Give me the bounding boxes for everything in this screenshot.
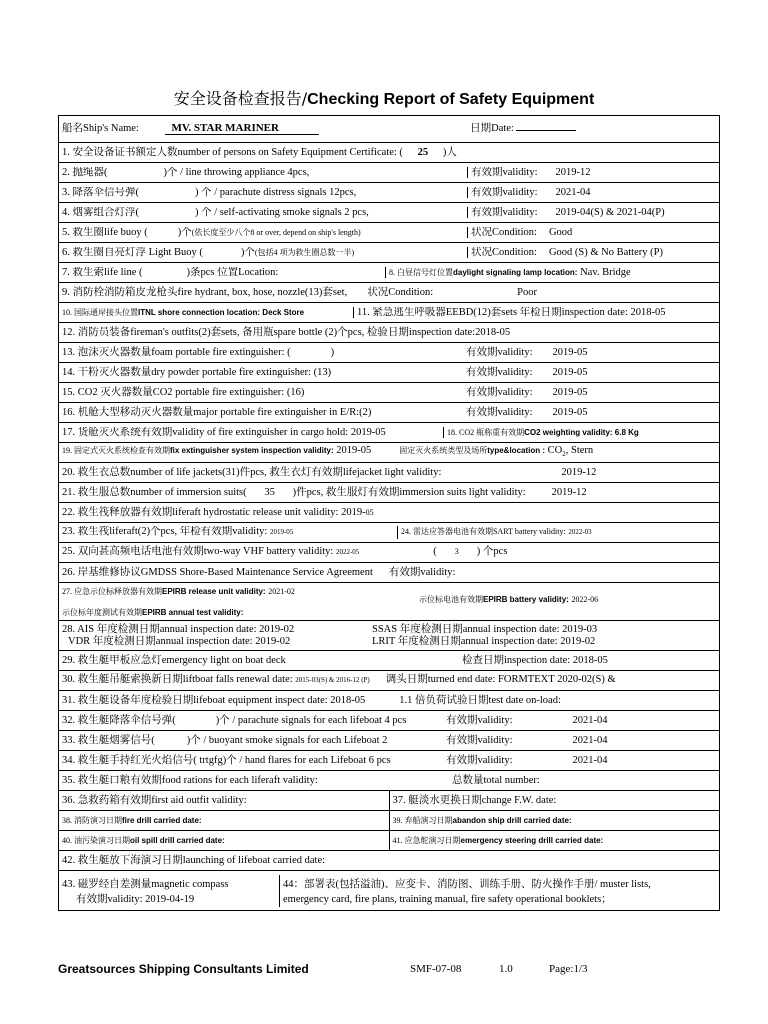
row-12-label-a: 12. 消防员装备fireman's outfits( (62, 326, 202, 338)
row-13 (59, 343, 720, 363)
row-4-label-b: ) 个 / self-activating smoke signals 2 pcs, (195, 206, 369, 218)
row-34-validity[interactable]: 2021-04 (572, 754, 608, 766)
row-3-label-b: ) 个 / parachute distress signals 12pcs, (195, 186, 357, 198)
row-12-label-b: )套sets, 备用瓶spare bottle ( (207, 326, 329, 338)
row-10-label: 10. 国际通岸接头位置 (62, 307, 138, 317)
row-34-qty[interactable]: trtgfg (199, 754, 223, 766)
row-3-validity[interactable]: 2021-04 (555, 186, 591, 198)
row-8-location[interactable]: Nav. Bridge (580, 266, 631, 278)
row-5-condition-label: 状况Condition: (471, 226, 537, 238)
row-17-label: 17. 货舱灭火系统有效期validity of fire extinguisher in cargo hold: (62, 426, 349, 438)
row-43-label: 43. 磁罗经自差测量magnetic compass (62, 878, 229, 890)
row-29-date-label: 检查日期inspection date: (462, 654, 571, 666)
row-42 (59, 851, 720, 871)
ship-name-label: 船名Ship's Name: (62, 122, 139, 134)
row-22-label: 22. 救生筏释放器有效期liferaft hydrostatic release unit validity: (62, 506, 339, 518)
row-19-type-label: 固定灭火系统类型及场所 (399, 445, 488, 455)
row-4-label-a: 4. 烟雾组合灯浮( (62, 206, 139, 218)
row-12 (59, 323, 720, 343)
row-34-validity-label: 有效期validity: (446, 754, 513, 766)
row-33-validity-label: 有效期validity: (446, 734, 513, 746)
row-26 (59, 563, 720, 583)
row-2-label-b: )个 / line throwing appliance 4pcs, (163, 166, 310, 178)
row-34 (59, 751, 720, 771)
row-29-label: 29. 救生艇甲板应急灯emergency light on boat deck (62, 654, 286, 666)
row-28-ais-date[interactable]: 2019-02 (259, 624, 295, 635)
equipment-form-table (58, 115, 720, 911)
row-5-label-b: )个 (177, 226, 192, 238)
row-27-test-label-en: EPIRB annual test validity: (142, 608, 244, 617)
header-row (59, 116, 720, 143)
row-28-ais-label: 28. AIS 年度检测日期annual inspection date: (62, 624, 257, 635)
row-16 (59, 403, 720, 423)
row-10 (59, 303, 720, 323)
row-15-label-a: 15. CO2 灭火器数量CO2 portable fire extinguisher: ( (62, 386, 291, 398)
row-25-label: 25. 双向甚高频电话电池有效期two-way VHF battery validity: (62, 546, 334, 558)
row-28-lrit-date[interactable]: 2019-02 (560, 635, 596, 647)
row-7-label-b: )条pcs 位置Location: (186, 266, 279, 278)
row-15 (59, 383, 720, 403)
row-2-validity[interactable]: 2019-12 (555, 166, 591, 178)
row-31-load-test-label: 1.1 倍负荷试验日期test date on-load: (399, 694, 561, 706)
row-37-label: 37. 艇淡水更换日期change F.W. date: (392, 794, 557, 806)
row-40 (59, 831, 720, 851)
row-20-label-b: )件pcs, 救生衣灯有效期lifejacket light validity: (236, 466, 442, 478)
row-43 (59, 871, 720, 911)
row-35 (59, 771, 720, 791)
row-14-label-a: 14. 干粉灭火器数量dry powder portable fire extinguisher: ( (62, 366, 318, 378)
row-33-label-b: )个 / buoyant smoke signals for each Lifeboat 2 (186, 734, 388, 746)
row-11-label-b: )套sets 年检日期inspection date: 2018-05 (487, 306, 666, 318)
row-19-label: 19. 固定式灭火系统检查有效期 (62, 445, 170, 455)
row-15-label-b: ) (300, 386, 305, 398)
row-30-label: 30. 救生艇吊艇索换新日期liftboat falls renewal date: (62, 674, 293, 686)
row-13-validity-label: 有效期validity: (466, 346, 533, 358)
footer (58, 962, 720, 980)
row-35-total-label: 总数量total number: (452, 774, 540, 786)
row-19-type-location[interactable]: , Stern (565, 444, 594, 456)
footer-doc-code: SMF-07-08 (410, 963, 462, 975)
row-15-qty[interactable]: 16 (290, 386, 301, 398)
row-16-label-b: ) (367, 406, 372, 418)
row-28-lrit-label: LRIT 年度检测日期annual inspection date: (372, 635, 558, 647)
row-41-label: 41. 应急舵演习日期 (392, 835, 461, 845)
ship-name-value[interactable]: MV. STAR MARINER (165, 123, 319, 136)
row-27-battery-label-en: EPIRB battery validity: (483, 595, 569, 604)
row-21-qty[interactable]: 35 (264, 486, 275, 498)
row-14 (59, 363, 720, 383)
row-9-label-b: )套set, (318, 286, 348, 298)
footer-page-number: Page:1/3 (549, 963, 588, 975)
row-15-validity[interactable]: 2019-05 (552, 386, 588, 398)
row-1-tail: )人 (442, 146, 457, 158)
row-5-label-a: 5. 救生圈life buoy ( (62, 226, 148, 238)
row-7 (59, 263, 720, 283)
date-label: 日期Date: (470, 122, 514, 134)
row-9-label-a: 9. 消防栓消防箱皮龙枪头fire hydrant, box, hose, nozzle( (62, 286, 309, 298)
row-3-label-a: 3. 降落伞信号弹( (62, 186, 139, 198)
row-19-type-sub: 2 (562, 449, 566, 458)
row-26-label: 26. 岸基维修协议GMDSS Shore-Based Maintenance Service Agreement (62, 566, 373, 578)
row-36 (59, 791, 720, 811)
row-44-label: 44：部署表(包括溢油)、应变卡、消防图、训练手册、防火操作手册/ muster lists, (283, 878, 651, 890)
row-19-validity[interactable]: 2019-05 (336, 444, 372, 456)
row-8-label-en: daylight signaling lamp location: (453, 267, 578, 277)
row-26-validity-label: 有效期validity: (388, 566, 456, 578)
row-34-label-a: 34. 救生艇手持红光火焰信号( (62, 754, 197, 766)
row-20-qty[interactable]: 31 (225, 466, 237, 478)
row-36-label: 36. 急救药箱有效期first aid outfit validity: (62, 794, 247, 806)
row-25-paren: ( (433, 546, 437, 558)
row-39-label: 39. 弃船演习日期 (392, 815, 453, 825)
row-29-date[interactable]: 2018-05 (572, 654, 608, 666)
row-28-vdr-label: VDR 年度检测日期annual inspection date: (68, 635, 253, 647)
row-9-condition-label: 状况Condition: (367, 286, 434, 298)
row-31-label: 31. 救生艇设备年度检验日期lifeboat equipment inspect date: (62, 694, 328, 706)
row-8-label: 8. 白昼信号灯位置 (389, 267, 453, 277)
row-16-qty[interactable]: 2 (362, 406, 368, 418)
row-24-label: 24. 雷达应答器电池有效期SART battery validity: (401, 527, 566, 537)
row-14-qty[interactable]: 13 (317, 366, 328, 378)
row-31 (59, 691, 720, 711)
row-1-text: 1. 安全设备证书额定人数number of persons on Safety Equipment Certificate: ( (62, 146, 403, 158)
row-41-label-en: emergency steering drill carried date: (460, 835, 604, 845)
row-33 (59, 731, 720, 751)
row-30-formtext[interactable]: FORMTEXT (498, 674, 555, 686)
row-28-ssas-date[interactable]: 2019-03 (562, 624, 598, 635)
row-4 (59, 203, 720, 223)
row-20-label-a: 20. 救生衣总数number of life jackets( (62, 466, 226, 478)
row-33-validity[interactable]: 2021-04 (572, 734, 608, 746)
row-13-label-a: 13. 泡沫灭火器数量foam portable fire extinguisher: ( (62, 346, 291, 358)
row-30 (59, 671, 720, 691)
row-34-label-b: )个 / hand flares for each Lifeboat 6 pcs (222, 754, 391, 766)
row-40-label-en: oil spill drill carried date: (130, 835, 225, 845)
row-22-validity[interactable]: 2019- (341, 506, 366, 518)
row-10-location[interactable]: ITNL shore connection location: Deck Store (138, 307, 305, 317)
row-23-label-a: 23. 救生筏liferaft( (62, 526, 142, 538)
row-21-label-b: )件pcs, 救生服灯有效期immersion suits light validity: (292, 486, 526, 498)
row-27-validity[interactable]: 2021-02 (268, 587, 295, 596)
row-32-validity-label: 有效期validity: (446, 714, 513, 726)
row-29 (59, 651, 720, 671)
row-38-label-en: fire drill carried date: (122, 815, 202, 825)
row-27-test-label: 示位标年度测试有效期 (62, 608, 142, 617)
row-5 (59, 223, 720, 243)
row-35-label: 35. 救生艇口粮有效期food rations for each liferaft validity: (62, 774, 318, 786)
row-9-condition[interactable]: Poor (517, 286, 537, 298)
row-13-label-b: ) (330, 346, 335, 358)
row-19-type-co[interactable]: CO (547, 444, 563, 456)
row-43-validity[interactable]: 有效期validity: 2019-04-19 (76, 893, 195, 905)
row-31-date[interactable]: 2018-05 (330, 694, 366, 706)
row-4-validity-label: 有效期validity: (471, 206, 538, 218)
row-14-label-b: ) (327, 366, 332, 378)
row-16-validity[interactable]: 2019-05 (552, 406, 588, 418)
row-20-validity[interactable]: 2019-12 (561, 466, 597, 478)
row-25 (59, 543, 720, 563)
row-5-condition[interactable]: Good (548, 226, 573, 238)
row-22-validity-month[interactable]: 05 (365, 507, 374, 517)
row-23-qty[interactable]: 2 (141, 526, 147, 538)
row-6-label-b: )个 (240, 246, 255, 258)
row-6 (59, 243, 720, 263)
date-field[interactable] (516, 130, 576, 131)
row-23 (59, 523, 720, 543)
row-23-label-b: )个pcs, 年检有效期validity: (146, 526, 268, 538)
row-28 (59, 621, 720, 651)
row-6-condition-label: 状况Condition: (471, 246, 537, 258)
row-2 (59, 163, 720, 183)
row-4-validity[interactable]: 2019-04(S) & 2021-04(P) (555, 206, 665, 218)
row-3-validity-label: 有效期validity: (471, 186, 538, 198)
row-21-label-a: 21. 救生服总数number of immersion suits( (62, 486, 247, 498)
row-20 (59, 463, 720, 483)
row-25-validity[interactable]: 2022-05 (335, 548, 360, 557)
row-32 (59, 711, 720, 731)
row-19 (59, 443, 720, 463)
row-17-validity[interactable]: 2019-05 (350, 426, 386, 438)
row-12-spare-qty[interactable]: 2 (328, 326, 334, 338)
row-18-label: 18. CO2 瓶称重有效期 (447, 427, 525, 437)
row-39-label-en: abandon ship drill carried date: (452, 815, 572, 825)
row-38 (59, 811, 720, 831)
row-21 (59, 483, 720, 503)
row-27-label: 27. 应急示位标释放器有效期 (62, 587, 162, 596)
row-38-label: 38. 消防演习日期 (62, 815, 122, 825)
row-30-turned-label: 调头日期turned end date: (385, 674, 496, 686)
row-24-validity[interactable]: 2022-03 (568, 528, 592, 537)
row-1 (59, 143, 720, 163)
row-14-validity-label: 有效期validity: (466, 366, 533, 378)
footer-company: Greatsources Shipping Consultants Limited (58, 962, 309, 976)
row-27-label-en: EPIRB release unit validity: (162, 587, 266, 596)
row-11-label-a: 11. 紧急逃生呼吸器EEBD( (357, 306, 477, 318)
row-9-qty[interactable]: 13 (308, 286, 319, 298)
row-28-ssas-label: SSAS 年度检测日期annual inspection date: (372, 624, 560, 635)
row-27-battery-validity[interactable]: 2022-06 (571, 595, 599, 604)
row-32-label-b: )个 / parachute signals for each lifeboat 4 pcs (215, 714, 407, 726)
row-18-validity[interactable]: CO2 weighting validity: 6.8 Kg (524, 427, 639, 437)
row-22 (59, 503, 720, 523)
row-28-vdr-date[interactable]: 2019-02 (255, 635, 291, 647)
row-3 (59, 183, 720, 203)
row-40-label: 40. 油污染演习日期 (62, 835, 130, 845)
row-2-label-a: 2. 抛绳器( (62, 166, 108, 178)
row-12-qty[interactable]: 2 (201, 326, 208, 338)
row-9 (59, 283, 720, 303)
row-17 (59, 423, 720, 443)
row-1-persons[interactable]: 25 (417, 146, 429, 158)
row-2-validity-label: 有效期validity: (471, 166, 538, 178)
row-6-condition[interactable]: Good (S) & No Battery (P) (548, 246, 663, 258)
row-42-label: 42. 救生艇放下海演习日期launching of lifeboat carried date: (62, 854, 326, 866)
row-27-battery-label: 示位标电池有效期 (419, 595, 483, 604)
row-6-label-a: 6. 救生圈自亮灯浮 Light Buoy ( (62, 246, 203, 258)
row-19-type-label-en: type&location : (487, 445, 546, 455)
row-32-validity[interactable]: 2021-04 (572, 714, 608, 726)
row-25-unit: ) 个pcs (476, 546, 508, 558)
row-33-label-a: 33. 救生艇烟雾信号( (62, 734, 155, 746)
row-5-note: (依长度至少八个8 or over, depend on ship's length) (191, 227, 361, 237)
row-23-validity[interactable]: 2019-05 (269, 528, 294, 537)
row-6-note: (包括4 项为救生圈总数一半) (254, 247, 355, 257)
row-25-qty[interactable]: 3 (454, 547, 459, 557)
row-11-qty[interactable]: 12 (476, 306, 488, 318)
row-21-validity[interactable]: 2019-12 (551, 486, 587, 498)
row-44-label-en: emergency card, fire plans, training manual, fire safety operational booklets； (283, 893, 612, 905)
footer-version: 1.0 (499, 963, 513, 975)
row-30-date[interactable]: 2015-03(S) & 2016-12 (P) (295, 676, 370, 685)
row-12-label-c: )个pcs, 检验日期inspection date:2018-05 (333, 326, 511, 338)
row-13-validity[interactable]: 2019-05 (552, 346, 588, 358)
row-30-turned-date[interactable]: 2020-02(S) & (557, 674, 616, 686)
title-en: Checking Report of Safety Equipment (307, 91, 595, 108)
row-19-label-en: fix extinguisher system inspection validity: (170, 445, 334, 455)
title-cn: 安全设备检查报告/ (173, 89, 308, 108)
row-27 (59, 583, 720, 621)
row-15-validity-label: 有效期validity: (466, 386, 533, 398)
row-16-label-a: 16. 机舱大型移动灭火器数量major portable fire extinguisher in E/R:( (62, 406, 363, 418)
report-title (0, 86, 768, 109)
row-14-validity[interactable]: 2019-05 (552, 366, 588, 378)
row-32-label-a: 32. 救生艇降落伞信号弹( (62, 714, 176, 726)
row-7-label-a: 7. 救生索life line ( (62, 266, 143, 278)
row-16-validity-label: 有效期validity: (466, 406, 533, 418)
